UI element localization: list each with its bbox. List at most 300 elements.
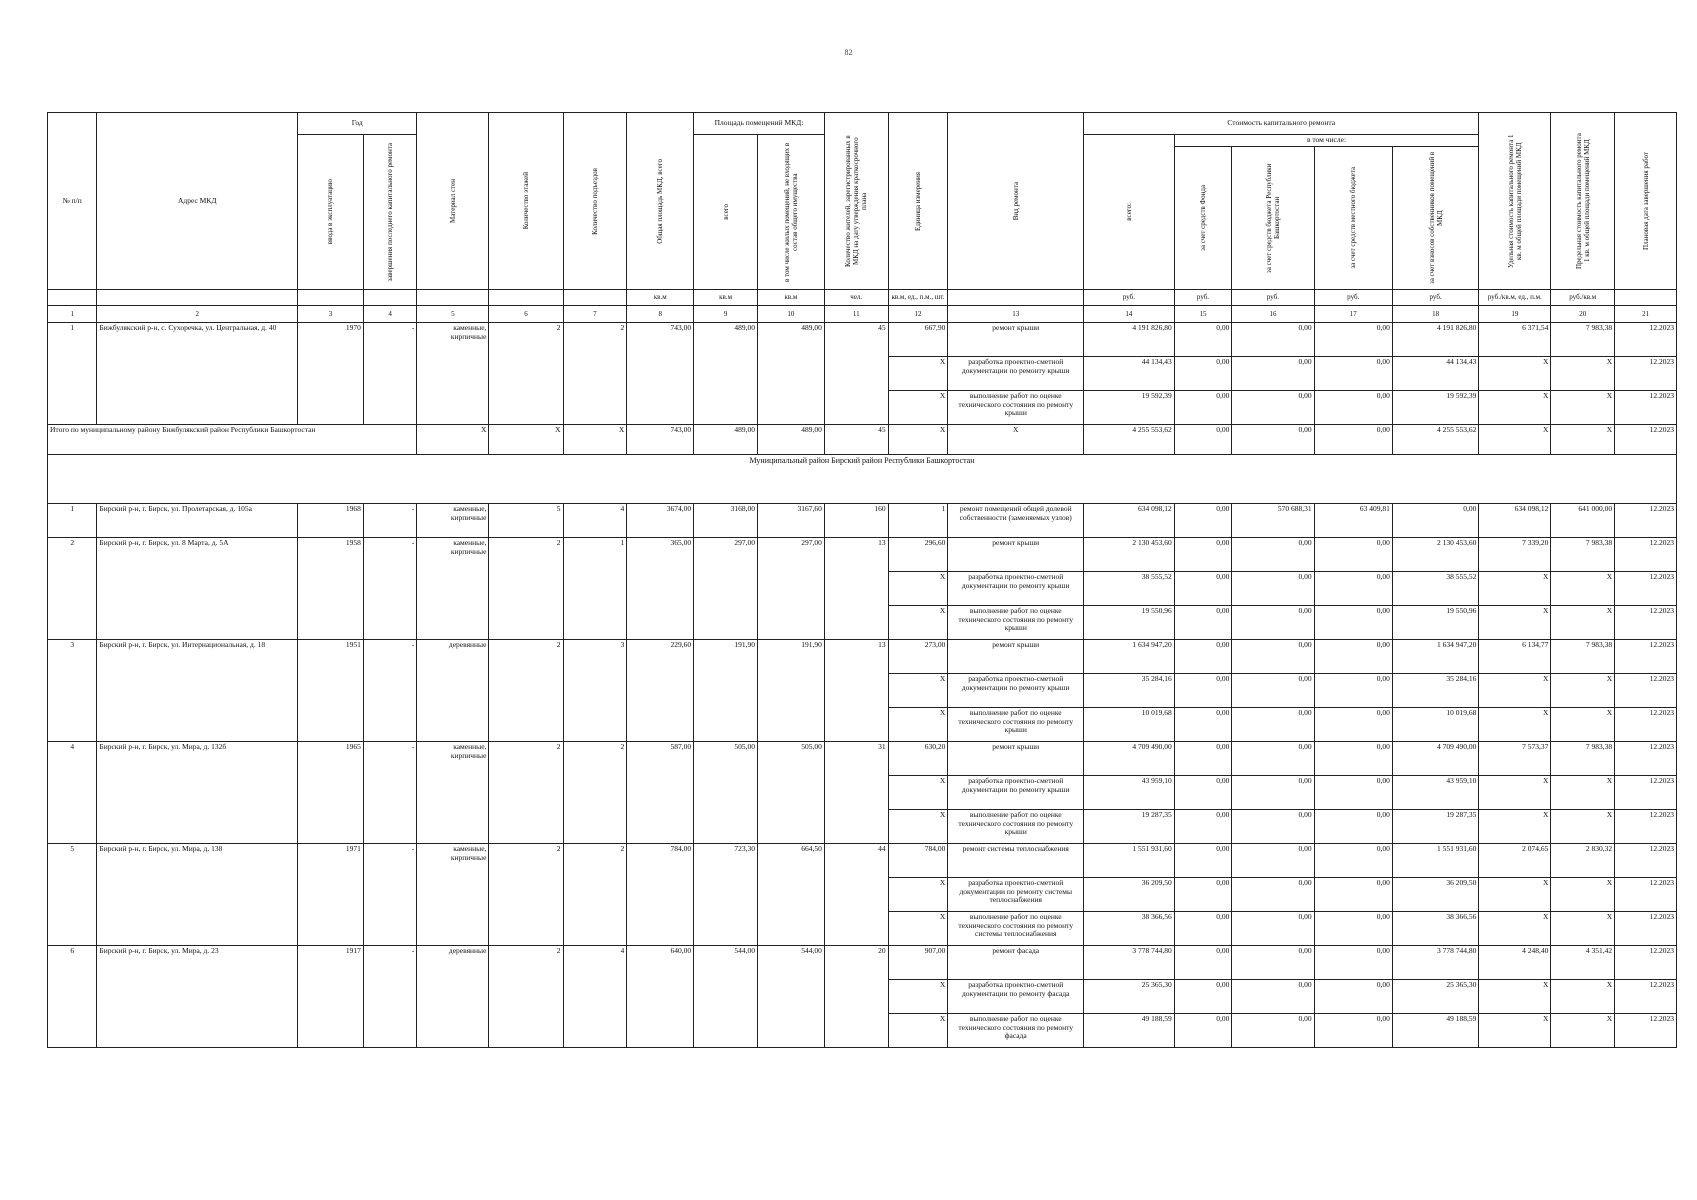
cost-cell-c20: 7 983,38 <box>1551 323 1615 357</box>
cost-cell-c17: 0,00 <box>1314 980 1392 1014</box>
cost-cell-c17: 0,00 <box>1314 1014 1392 1048</box>
cost-cell-c21: 12.2023 <box>1615 776 1677 810</box>
table-row <box>48 323 1677 357</box>
wall-material: каменные, кирпичные <box>417 323 489 425</box>
object-address: Бирский р-н, г. Бирск, ул. Мира, д. 23 <box>97 946 298 1048</box>
cost-cell-c16: 0,00 <box>1232 357 1314 391</box>
total-floors: X <box>489 425 563 455</box>
column-number: 13 <box>948 306 1084 323</box>
cost-cell-c20: 4 351,42 <box>1551 946 1615 980</box>
cost-cell-c17: 0,00 <box>1314 946 1392 980</box>
cost-cell-c19: X <box>1479 572 1551 606</box>
work-volume: X <box>888 391 948 425</box>
cost-cell-c18: 19 550,96 <box>1392 606 1479 640</box>
cost-cell-c21: 12.2023 <box>1615 572 1677 606</box>
work-volume: 296,60 <box>888 538 948 572</box>
work-volume: 784,00 <box>888 844 948 878</box>
cost-cell-c15: 0,00 <box>1174 912 1232 946</box>
cost-cell-c18: 36 209,50 <box>1392 878 1479 912</box>
column-numbers-row <box>48 306 1677 323</box>
column-number: 2 <box>97 306 298 323</box>
cost-cell-c18: 10 019,68 <box>1392 708 1479 742</box>
premises-area: 297,00 <box>694 538 758 640</box>
year-commission: 1917 <box>298 946 364 1048</box>
column-number: 4 <box>363 306 417 323</box>
unit-cell <box>298 290 364 306</box>
year-commission: 1971 <box>298 844 364 946</box>
work-volume: X <box>888 810 948 844</box>
cost-cell-c16: 0,00 <box>1232 640 1314 674</box>
cost-cell-c16: 0,00 <box>1232 572 1314 606</box>
cost-cell-c20: X <box>1551 810 1615 844</box>
floors-count: 2 <box>489 323 563 425</box>
work-volume: X <box>888 878 948 912</box>
cost-cell-c18: 19 592,39 <box>1392 391 1479 425</box>
header-residents: Количество жителей, зарегистрированных в МКД на дату утверждения краткосрочного плана <box>824 113 888 290</box>
year-last-repair: - <box>363 946 417 1048</box>
cost-cell-c15: 0,00 <box>1174 742 1232 776</box>
cost-cell-c17: 0,00 <box>1314 674 1392 708</box>
residential-area: 489,00 <box>757 323 824 425</box>
cost-cell-c15: 0,00 <box>1174 810 1232 844</box>
work-volume: X <box>888 980 948 1014</box>
year-last-repair: - <box>363 504 417 538</box>
unit-cell: руб./кв.м, ед., п.м. <box>1479 290 1551 306</box>
cost-cell-c19: X <box>1479 912 1551 946</box>
total-label: Итого по муниципальному району Бижбулякский район Республики Башкортостан <box>48 425 417 455</box>
work-type: разработка проектно-сметной документации по ремонту крыши <box>948 357 1084 391</box>
object-address: Бирский р-н, г. Бирск, ул. 8 Марта, д. 5А <box>97 538 298 640</box>
cost-cell-c21: 12.2023 <box>1615 946 1677 980</box>
cost-cell-c20: X <box>1551 572 1615 606</box>
cost-cell-c16: 0,00 <box>1232 878 1314 912</box>
cost-cell-c14: 36 209,50 <box>1084 878 1175 912</box>
floors-count: 5 <box>489 504 563 538</box>
total-area: 489,00 <box>694 425 758 455</box>
column-number: 17 <box>1314 306 1392 323</box>
cost-cell-c14: 38 555,52 <box>1084 572 1175 606</box>
year-commission: 1965 <box>298 742 364 844</box>
cost-cell-c15: 0,00 <box>1174 606 1232 640</box>
column-number: 20 <box>1551 306 1615 323</box>
total-area_res: 489,00 <box>757 425 824 455</box>
cost-cell-c16: 0,00 <box>1232 946 1314 980</box>
total-c17: 0,00 <box>1314 425 1392 455</box>
column-number: 11 <box>824 306 888 323</box>
work-volume: 1 <box>888 504 948 538</box>
cost-cell-c18: 38 555,52 <box>1392 572 1479 606</box>
cost-cell-c21: 12.2023 <box>1615 912 1677 946</box>
work-type: выполнение работ по оценке технического состояния по ремонту системы теплоснабжения <box>948 912 1084 946</box>
cost-cell-c21: 12.2023 <box>1615 742 1677 776</box>
total-row <box>48 425 1677 455</box>
cost-cell-c21: 12.2023 <box>1615 980 1677 1014</box>
cost-cell-c18: 38 366,56 <box>1392 912 1479 946</box>
cost-cell-c21: 12.2023 <box>1615 391 1677 425</box>
premises-area: 505,00 <box>694 742 758 844</box>
total-area: 784,00 <box>627 844 694 946</box>
cost-cell-c19: 7 573,37 <box>1479 742 1551 776</box>
object-number: 4 <box>48 742 97 844</box>
column-number: 3 <box>298 306 364 323</box>
residents-count: 31 <box>824 742 888 844</box>
unit-cell <box>363 290 417 306</box>
residents-count: 20 <box>824 946 888 1048</box>
cost-cell-c19: X <box>1479 810 1551 844</box>
section-title: Муниципальный район Бирский район Республики Башкортостан <box>48 455 1677 504</box>
cost-cell-c21: 12.2023 <box>1615 538 1677 572</box>
column-number: 6 <box>489 306 563 323</box>
header-address: Адрес МКД <box>97 113 298 290</box>
header-cost-owners: за счет взносов собственников помещений в МКД <box>1392 147 1479 290</box>
cost-cell-c21: 12.2023 <box>1615 504 1677 538</box>
header-including: в том числе: <box>1174 135 1479 147</box>
section-title-row <box>48 455 1677 504</box>
cost-cell-c18: 4 191 826,80 <box>1392 323 1479 357</box>
cost-cell-c20: X <box>1551 1014 1615 1048</box>
work-type: выполнение работ по оценке технического состояния по ремонту фасада <box>948 1014 1084 1048</box>
cost-cell-c14: 25 365,30 <box>1084 980 1175 1014</box>
year-commission: 1970 <box>298 323 364 425</box>
cost-cell-c15: 0,00 <box>1174 708 1232 742</box>
residents-count: 160 <box>824 504 888 538</box>
floors-count: 2 <box>489 538 563 640</box>
cost-cell-c14: 3 778 744,80 <box>1084 946 1175 980</box>
table-row <box>48 742 1677 776</box>
work-volume: 667,90 <box>888 323 948 357</box>
cost-cell-c19: 6 371,54 <box>1479 323 1551 357</box>
work-volume: X <box>888 606 948 640</box>
work-type: выполнение работ по оценке технического состояния по ремонту крыши <box>948 606 1084 640</box>
object-number: 5 <box>48 844 97 946</box>
cost-cell-c21: 12.2023 <box>1615 606 1677 640</box>
cost-cell-c18: 0,00 <box>1392 504 1479 538</box>
header-cost-fund: за счет средств Фонда <box>1174 147 1232 290</box>
cost-cell-c20: 7 983,38 <box>1551 538 1615 572</box>
cost-cell-c19: X <box>1479 391 1551 425</box>
cost-cell-c19: 7 339,20 <box>1479 538 1551 572</box>
cost-cell-c18: 3 778 744,80 <box>1392 946 1479 980</box>
cost-cell-c18: 2 130 453,60 <box>1392 538 1479 572</box>
unit-cell <box>948 290 1084 306</box>
object-address: Бирский р-н, г. Бирск, ул. Мира, д. 132б <box>97 742 298 844</box>
cost-cell-c20: X <box>1551 980 1615 1014</box>
residential-area: 664,50 <box>757 844 824 946</box>
cost-cell-c14: 4 709 490,00 <box>1084 742 1175 776</box>
total-area: 229,60 <box>627 640 694 742</box>
table-row <box>48 640 1677 674</box>
total-c18: 4 255 553,62 <box>1392 425 1479 455</box>
work-type: ремонт крыши <box>948 538 1084 572</box>
cost-cell-c16: 0,00 <box>1232 742 1314 776</box>
column-number: 9 <box>694 306 758 323</box>
unit-cell <box>97 290 298 306</box>
work-type: разработка проектно-сметной документации по ремонту системы теплоснабжения <box>948 878 1084 912</box>
work-volume: X <box>888 572 948 606</box>
work-volume: X <box>888 1014 948 1048</box>
cost-cell-c15: 0,00 <box>1174 946 1232 980</box>
header-entrances: Количество подъездов <box>563 113 627 290</box>
total-c20: X <box>1551 425 1615 455</box>
cost-cell-c14: 43 959,10 <box>1084 776 1175 810</box>
floors-count: 2 <box>489 640 563 742</box>
header-area-residential: в том числе жилых помещений, не входящих в состав общего имущества <box>757 135 824 290</box>
cost-cell-c14: 10 019,68 <box>1084 708 1175 742</box>
cost-cell-c16: 0,00 <box>1232 844 1314 878</box>
header-year-group: Год <box>298 113 417 135</box>
column-number: 14 <box>1084 306 1175 323</box>
cost-cell-c16: 0,00 <box>1232 980 1314 1014</box>
cost-cell-c19: X <box>1479 606 1551 640</box>
cost-cell-c20: X <box>1551 606 1615 640</box>
work-type: ремонт крыши <box>948 640 1084 674</box>
header-unit-cost: Удельная стоимость капитального ремонта 1 кв. м общей площади помещений МКД <box>1479 113 1551 290</box>
cost-cell-c16: 570 688,31 <box>1232 504 1314 538</box>
work-volume: 273,00 <box>888 640 948 674</box>
total-residents: 45 <box>824 425 888 455</box>
cost-cell-c20: 2 830,32 <box>1551 844 1615 878</box>
work-volume: X <box>888 912 948 946</box>
cost-cell-c21: 12.2023 <box>1615 844 1677 878</box>
cost-cell-c18: 1 551 931,60 <box>1392 844 1479 878</box>
total-area: 365,00 <box>627 538 694 640</box>
work-type: ремонт системы теплоснабжения <box>948 844 1084 878</box>
work-type: разработка проектно-сметной документации по ремонту крыши <box>948 572 1084 606</box>
unit-cell: кв.м, ед., п.м., шт. <box>888 290 948 306</box>
column-number: 10 <box>757 306 824 323</box>
cost-cell-c19: X <box>1479 878 1551 912</box>
cost-cell-c14: 634 098,12 <box>1084 504 1175 538</box>
work-volume: X <box>888 708 948 742</box>
work-type: выполнение работ по оценке технического состояния по ремонту крыши <box>948 391 1084 425</box>
cost-cell-c16: 0,00 <box>1232 810 1314 844</box>
cost-cell-c21: 12.2023 <box>1615 810 1677 844</box>
cost-cell-c21: 12.2023 <box>1615 1014 1677 1048</box>
entrances-count: 2 <box>563 323 627 425</box>
cost-cell-c17: 0,00 <box>1314 572 1392 606</box>
header-cost-local: за счет средств местного бюджета <box>1314 147 1392 290</box>
cost-cell-c19: 4 248,40 <box>1479 946 1551 980</box>
cost-cell-c18: 4 709 490,00 <box>1392 742 1479 776</box>
cost-cell-c17: 0,00 <box>1314 912 1392 946</box>
year-last-repair: - <box>363 538 417 640</box>
header-wall-material: Материал стен <box>417 113 489 290</box>
cost-cell-c17: 0,00 <box>1314 606 1392 640</box>
residents-count: 13 <box>824 640 888 742</box>
cost-cell-c20: 641 000,00 <box>1551 504 1615 538</box>
cost-cell-c15: 0,00 <box>1174 640 1232 674</box>
cost-cell-c17: 0,00 <box>1314 878 1392 912</box>
cost-cell-c18: 49 188,59 <box>1392 1014 1479 1048</box>
year-last-repair: - <box>363 742 417 844</box>
cost-cell-c17: 0,00 <box>1314 708 1392 742</box>
unit-cell: руб. <box>1314 290 1392 306</box>
cost-cell-c20: X <box>1551 776 1615 810</box>
header-no: № п/п <box>48 113 97 290</box>
total-c19: X <box>1479 425 1551 455</box>
cost-cell-c17: 0,00 <box>1314 538 1392 572</box>
cost-cell-c17: 0,00 <box>1314 810 1392 844</box>
cost-cell-c17: 0,00 <box>1314 323 1392 357</box>
cost-cell-c15: 0,00 <box>1174 391 1232 425</box>
column-number: 19 <box>1479 306 1551 323</box>
work-volume: 907,00 <box>888 946 948 980</box>
total-area: 587,00 <box>627 742 694 844</box>
cost-cell-c15: 0,00 <box>1174 538 1232 572</box>
unit-cell: руб. <box>1232 290 1314 306</box>
header-floors: Количество этажей <box>489 113 563 290</box>
header-cost-group: Стоимость капитального ремонта <box>1084 113 1479 135</box>
cost-cell-c18: 25 365,30 <box>1392 980 1479 1014</box>
cost-cell-c17: 0,00 <box>1314 776 1392 810</box>
premises-area: 489,00 <box>694 323 758 425</box>
cost-cell-c18: 1 634 947,20 <box>1392 640 1479 674</box>
unit-cell <box>1615 290 1677 306</box>
cost-cell-c16: 0,00 <box>1232 912 1314 946</box>
year-last-repair: - <box>363 323 417 425</box>
column-number: 1 <box>48 306 97 323</box>
cost-cell-c19: X <box>1479 357 1551 391</box>
work-type: разработка проектно-сметной документации по ремонту крыши <box>948 674 1084 708</box>
cost-cell-c17: 0,00 <box>1314 357 1392 391</box>
table-row <box>48 844 1677 878</box>
cost-cell-c15: 0,00 <box>1174 1014 1232 1048</box>
residential-area: 544,00 <box>757 946 824 1048</box>
table-row <box>48 504 1677 538</box>
cost-cell-c18: 35 284,16 <box>1392 674 1479 708</box>
residential-area: 297,00 <box>757 538 824 640</box>
cost-cell-c17: 0,00 <box>1314 391 1392 425</box>
cost-cell-c16: 0,00 <box>1232 708 1314 742</box>
cost-cell-c21: 12.2023 <box>1615 357 1677 391</box>
cost-cell-c16: 0,00 <box>1232 391 1314 425</box>
column-number: 8 <box>627 306 694 323</box>
unit-cell <box>417 290 489 306</box>
unit-cell: кв.м <box>694 290 758 306</box>
header-volume: Единица измерения <box>888 113 948 290</box>
cost-cell-c17: 0,00 <box>1314 844 1392 878</box>
unit-cell: чел. <box>824 290 888 306</box>
work-type: разработка проектно-сметной документации по ремонту крыши <box>948 776 1084 810</box>
cost-cell-c14: 19 287,35 <box>1084 810 1175 844</box>
column-number: 16 <box>1232 306 1314 323</box>
year-commission: 1958 <box>298 538 364 640</box>
wall-material: каменные, кирпичные <box>417 538 489 640</box>
header-area-all: всего <box>694 135 758 290</box>
cost-cell-c15: 0,00 <box>1174 504 1232 538</box>
cost-cell-c20: X <box>1551 878 1615 912</box>
cost-cell-c19: X <box>1479 708 1551 742</box>
cost-cell-c20: X <box>1551 391 1615 425</box>
cost-cell-c18: 19 287,35 <box>1392 810 1479 844</box>
cost-cell-c16: 0,00 <box>1232 538 1314 572</box>
cost-cell-c19: 6 134,77 <box>1479 640 1551 674</box>
work-type: ремонт фасада <box>948 946 1084 980</box>
unit-cell: руб./кв.м <box>1551 290 1615 306</box>
header-total-area: Общая площадь МКД, всего <box>627 113 694 290</box>
table-header <box>48 113 1677 323</box>
work-type: ремонт помещений общей долевой собственности (заменяемых узлов) <box>948 504 1084 538</box>
entrances-count: 2 <box>563 742 627 844</box>
cost-cell-c21: 12.2023 <box>1615 674 1677 708</box>
entrances-count: 3 <box>563 640 627 742</box>
premises-area: 723,30 <box>694 844 758 946</box>
object-address: Бирский р-н, г. Бирск, ул. Интернациональная, д. 18 <box>97 640 298 742</box>
header-limit-cost: Предельная стоимость капитального ремонта 1 кв. м общей площади помещений МКД <box>1551 113 1615 290</box>
unit-cell: кв.м <box>627 290 694 306</box>
cost-cell-c16: 0,00 <box>1232 674 1314 708</box>
total-c15: 0,00 <box>1174 425 1232 455</box>
residents-count: 44 <box>824 844 888 946</box>
cost-cell-c14: 2 130 453,60 <box>1084 538 1175 572</box>
cost-cell-c18: 43 959,10 <box>1392 776 1479 810</box>
cost-cell-c17: 63 409,81 <box>1314 504 1392 538</box>
repair-plan-table <box>47 112 1677 1048</box>
total-area: 640,00 <box>627 946 694 1048</box>
cost-cell-c15: 0,00 <box>1174 572 1232 606</box>
header-premises-area: Площадь помещений МКД: <box>694 113 825 135</box>
total-c21: 12.2023 <box>1615 425 1677 455</box>
year-commission: 1951 <box>298 640 364 742</box>
total-c16: 0,00 <box>1232 425 1314 455</box>
object-address: Бирский р-н, г. Бирск, ул. Пролетарская, д. 105а <box>97 504 298 538</box>
work-volume: X <box>888 674 948 708</box>
cost-cell-c17: 0,00 <box>1314 640 1392 674</box>
cost-cell-c21: 12.2023 <box>1615 323 1677 357</box>
column-number: 7 <box>563 306 627 323</box>
cost-cell-c15: 0,00 <box>1174 844 1232 878</box>
header-year-commission: ввода в эксплуатацию <box>298 135 364 290</box>
cost-cell-c19: X <box>1479 674 1551 708</box>
year-commission: 1968 <box>298 504 364 538</box>
table-row <box>48 946 1677 980</box>
work-type: разработка проектно-сметной документации по ремонту фасада <box>948 980 1084 1014</box>
object-number: 1 <box>48 504 97 538</box>
floors-count: 2 <box>489 946 563 1048</box>
work-type: ремонт крыши <box>948 742 1084 776</box>
cost-cell-c14: 38 366,56 <box>1084 912 1175 946</box>
cost-cell-c20: 7 983,38 <box>1551 742 1615 776</box>
cost-cell-c16: 0,00 <box>1232 1014 1314 1048</box>
premises-area: 3168,00 <box>694 504 758 538</box>
cost-cell-c19: X <box>1479 980 1551 1014</box>
residential-area: 191,90 <box>757 640 824 742</box>
header-deadline: Плановая дата завершения работ <box>1615 113 1677 290</box>
object-address: Бижбулякский р-н, с. Сухоречка, ул. Центральная, д. 40 <box>97 323 298 425</box>
cost-cell-c20: X <box>1551 674 1615 708</box>
total-c14: 4 255 553,62 <box>1084 425 1175 455</box>
cost-cell-c16: 0,00 <box>1232 776 1314 810</box>
cost-cell-c21: 12.2023 <box>1615 640 1677 674</box>
total-vol: X <box>888 425 948 455</box>
cost-cell-c14: 19 550,96 <box>1084 606 1175 640</box>
work-type: ремонт крыши <box>948 323 1084 357</box>
cost-cell-c15: 0,00 <box>1174 878 1232 912</box>
cost-cell-c18: 44 134,43 <box>1392 357 1479 391</box>
cost-cell-c16: 0,00 <box>1232 323 1314 357</box>
cost-cell-c20: X <box>1551 357 1615 391</box>
work-volume: X <box>888 357 948 391</box>
column-number: 5 <box>417 306 489 323</box>
total-type: X <box>948 425 1084 455</box>
floors-count: 2 <box>489 844 563 946</box>
entrances-count: 2 <box>563 844 627 946</box>
object-number: 2 <box>48 538 97 640</box>
cost-cell-c15: 0,00 <box>1174 674 1232 708</box>
cost-cell-c14: 49 188,59 <box>1084 1014 1175 1048</box>
entrances-count: 4 <box>563 504 627 538</box>
table-row <box>48 538 1677 572</box>
